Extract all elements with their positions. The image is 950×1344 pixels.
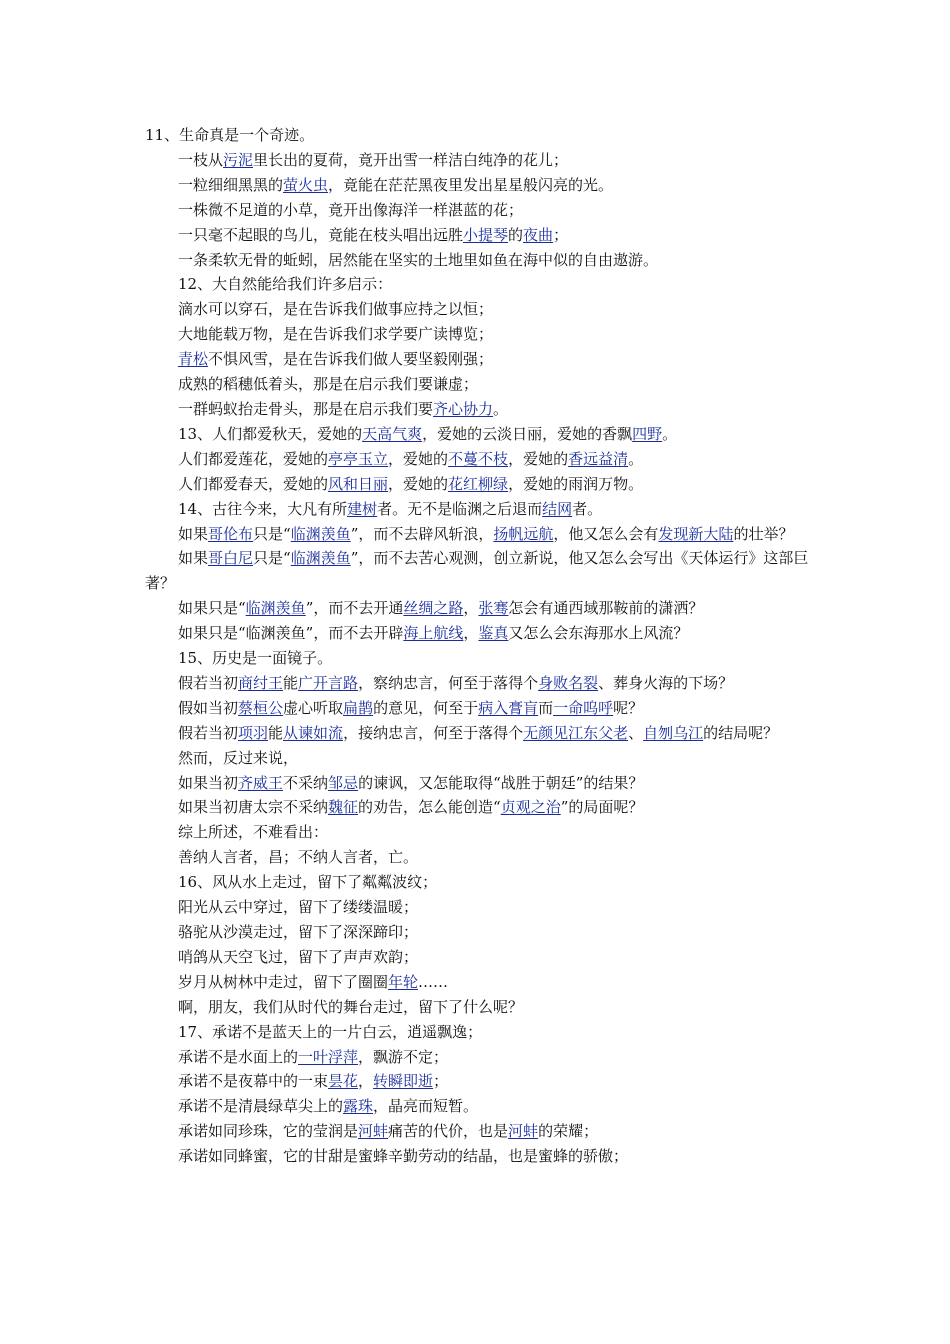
text-span: 阳光从云中穿过，留下了缕缕温暖； [178,898,419,917]
text-span: 呢？ [613,698,644,717]
term-link[interactable]: 临渊羡鱼 [290,549,351,568]
term-link[interactable]: 病入膏肓 [478,698,539,717]
text-line [145,397,810,422]
text-span: 虚心听取 [283,698,344,717]
term-link[interactable]: 一叶浮萍 [298,1047,359,1066]
text-line [145,696,810,721]
text-line [145,148,810,173]
term-link[interactable]: 结网 [542,499,573,518]
text-span: 只是“ [253,549,291,568]
text-line [145,596,810,621]
term-link[interactable]: 商纣王 [238,673,284,692]
text-span: 、葬身火海的下场？ [598,673,734,692]
text-line [145,1119,810,1144]
term-link[interactable]: 一命呜呼 [553,698,614,717]
text-span: 的荣耀； [538,1122,599,1141]
text-line [145,372,810,397]
text-span: ”，而不去辟风斩浪， [350,524,494,543]
text-span: 不采纳 [283,773,329,792]
text-span: 14、古往今来，大凡有所 [178,499,348,518]
text-line [145,546,810,596]
text-span: 的意见，何至于 [373,698,479,717]
text-span: 者。 [572,499,603,518]
text-line [145,621,810,646]
text-line [145,497,810,522]
text-span: ，爱她的 [388,449,449,468]
text-line [145,646,810,671]
text-span: ； [433,1072,449,1091]
text-line [145,173,810,198]
term-link[interactable]: 河蚌 [508,1122,539,1141]
text-span: 11、生命真是一个奇迹。 [145,126,315,144]
text-line [145,447,810,472]
text-span: 假若当初 [178,673,239,692]
text-span: 的结局呢？ [703,723,779,742]
text-span: 成熟的稻穗低着头，那是在启示我们要谦虚； [178,375,479,394]
text-line [145,297,810,322]
text-span: 如果当初 [178,773,239,792]
text-span: 17、承诺不是蓝天上的一片白云，逍遥飘逸； [178,1022,483,1041]
term-link[interactable]: 哥伦布 [208,524,254,543]
text-span: ，察纳忠言，何至于落得个 [358,673,539,692]
text-span: 、 [628,723,644,742]
text-span: 承诺如同蜂蜜，它的甘甜是蜜蜂辛勤劳动的结晶，也是蜜蜂的骄傲； [178,1147,629,1166]
term-link[interactable]: 香远益清 [568,449,629,468]
text-line [145,322,810,347]
text-span: 能 [268,723,284,742]
text-span: 一株微不足道的小草，竟开出像海洋一样湛蓝的花； [178,200,524,219]
term-link[interactable]: 海上航线 [403,624,464,643]
text-span: ，爱她的雨润万物。 [508,474,644,493]
text-span: 滴水可以穿石，是在告诉我们做事应持之以恒； [178,300,494,319]
text-span: 善纳人言者，昌；不纳人言者，亡。 [178,848,419,867]
term-link[interactable]: 鉴真 [478,624,509,643]
term-link[interactable]: 贞观之治 [500,798,561,817]
text-span: 的 [508,225,524,244]
document-page [145,123,810,1169]
text-line [145,422,810,447]
text-span: ”，而不去苦心观测，创立新说，他又怎么会写出《天体运行》这部巨著？ [145,549,809,593]
text-span: 假如当初 [178,698,239,717]
text-span: 骆驼从沙漠走过，留下了深深蹄印； [178,923,419,941]
term-link[interactable]: 邹忌 [328,773,359,792]
text-line [145,1020,810,1045]
text-line [145,1045,810,1070]
text-span: 15、历史是一面镜子。 [178,649,333,668]
text-line [145,522,810,547]
text-line [145,870,810,895]
term-link[interactable]: 萤火虫 [283,175,329,194]
text-span: ”，而不去开通 [305,599,404,618]
text-span: …… [418,972,449,991]
text-span: ， [463,624,479,643]
term-link[interactable]: 发现新大陆 [658,524,734,543]
text-span: ，爱她的 [388,474,449,493]
text-line [145,795,810,820]
term-link[interactable]: 蔡桓公 [238,698,284,717]
text-span: 一群蚂蚁抬走骨头，那是在启示我们要 [178,399,434,418]
term-link[interactable]: 从谏如流 [283,723,344,742]
text-span: ，爱她的云淡日丽，爱她的香飘 [422,424,633,443]
text-span: 啊，朋友，我们从时代的舞台走过，留下了什么呢？ [178,997,524,1016]
text-line [145,920,810,945]
text-span: 然而，反过来说， [178,748,299,767]
text-line [145,472,810,497]
text-span: 而 [538,698,554,717]
text-span: 只是“ [253,524,291,543]
text-line [145,1094,810,1119]
term-link[interactable]: 污泥 [223,150,254,169]
text-span: ，竟能在茫茫黑夜里发出星星般闪亮的光。 [328,175,614,194]
text-line [145,721,810,746]
text-span: 承诺如同珍珠，它的莹润是 [178,1122,359,1141]
text-span: 。 [628,449,644,468]
text-line [145,970,810,995]
text-line [145,845,810,870]
term-link[interactable]: 哥白尼 [208,549,254,568]
text-span: 岁月从树林中走过，留下了圈圈 [178,972,389,991]
text-span: 如果 [178,524,209,543]
text-line [145,671,810,696]
text-span: ，爱她的 [508,449,569,468]
term-link[interactable]: 张骞 [478,599,509,618]
text-span: 痛苦的代价，也是 [388,1122,509,1141]
text-span: 承诺不是水面上的 [178,1047,299,1066]
text-line [145,995,810,1020]
text-span: 不惧风雪，是在告诉我们做人要坚毅刚强； [208,350,494,369]
text-span: 综上所述，不难看出： [178,823,329,842]
text-span: 一枝从 [178,150,224,169]
term-link[interactable]: 扬帆远航 [493,524,554,543]
text-span: 如果 [178,549,209,568]
text-span: ，飘游不定； [358,1047,449,1066]
text-line [145,1069,810,1094]
text-span: 的壮举？ [733,524,794,543]
text-span: ； [553,225,569,244]
text-span: ， [358,1072,374,1091]
text-line [145,820,810,845]
text-span: 承诺不是夜幕中的一束 [178,1072,329,1091]
term-link[interactable]: 齐威王 [238,773,284,792]
text-line [145,746,810,771]
term-link[interactable]: 青松 [178,350,209,369]
text-line [145,347,810,372]
text-line [145,895,810,920]
term-link[interactable]: 临渊羡鱼 [290,524,351,543]
text-line [145,1144,810,1169]
text-span: ，接纳忠言，何至于落得个 [343,723,524,742]
text-span: 一粒细细黑黑的 [178,175,284,194]
text-span: ，他又怎么会有 [553,524,659,543]
term-link[interactable]: 无颜见江东父老 [523,723,629,742]
term-link[interactable]: 露珠 [343,1097,374,1116]
text-span: 的谏讽，又怎能取得“战胜于朝廷”的结果？ [358,773,644,792]
term-link[interactable]: 广开言路 [298,673,359,692]
term-link[interactable]: 扁鹊 [343,698,374,717]
text-span: ，晶亮而短暂。 [373,1097,479,1116]
text-line [145,248,810,273]
term-link[interactable]: 建树 [347,499,378,518]
text-span: 人们都爱春天，爱她的 [178,474,329,493]
term-link[interactable]: 项羽 [238,723,269,742]
text-span: 承诺不是清晨绿草尖上的 [178,1097,344,1116]
term-link[interactable]: 天高气爽 [362,424,423,443]
text-span: 。 [662,424,678,443]
text-span: 能 [283,673,299,692]
term-link[interactable]: 风和日丽 [328,474,389,493]
text-span: 哨鸽从天空飞过，留下了声声欢韵； [178,947,419,966]
text-line [145,945,810,970]
text-span: 16、风从水上走过，留下了粼粼波纹； [178,873,438,892]
term-link[interactable]: 夜曲 [523,225,554,244]
term-link[interactable]: 小提琴 [463,225,509,244]
term-link[interactable]: 魏征 [328,798,359,817]
text-span: 一只毫不起眼的鸟儿，竟能在枝头唱出远胜 [178,225,464,244]
term-link[interactable]: 身败名裂 [538,673,599,692]
term-link[interactable]: 不蔓不枝 [448,449,509,468]
term-link[interactable]: 转瞬即逝 [373,1072,434,1091]
text-span: ”的局面呢？ [560,798,644,817]
text-span: 12、大自然能给我们许多启示： [178,275,393,294]
term-link[interactable]: 自刎乌江 [643,723,704,742]
text-line [145,198,810,223]
text-span: ， [463,599,479,618]
text-span: 怎会有通西域那鞍前的潇洒？ [508,599,704,618]
term-link[interactable]: 临渊羡鱼 [245,599,306,618]
term-link[interactable]: 齐心协力 [433,399,494,418]
term-link[interactable]: 年轮 [388,972,419,991]
text-line [145,223,810,248]
text-line [145,272,810,297]
term-link[interactable]: 亭亭玉立 [328,449,389,468]
text-span: 假若当初 [178,723,239,742]
text-line [145,771,810,796]
text-span: 。 [493,399,509,418]
text-span: 如果只是“临渊羡鱼”，而不去开辟 [178,624,404,643]
text-span: 大地能载万物，是在告诉我们求学要广读博览； [178,325,494,344]
text-span: 13、人们都爱秋天，爱她的 [178,424,363,443]
text-line [145,123,810,148]
term-link[interactable]: 四野 [632,424,663,443]
text-span: 人们都爱莲花，爱她的 [178,449,329,468]
text-span: 如果当初唐太宗不采纳 [178,798,329,817]
term-link[interactable]: 丝绸之路 [403,599,464,618]
text-span: 者。无不是临渊之后退而 [377,499,543,518]
term-link[interactable]: 花红柳绿 [448,474,509,493]
term-link[interactable]: 河蚌 [358,1122,389,1141]
term-link[interactable]: 昙花 [328,1072,359,1091]
text-span: 一条柔软无骨的蚯蚓，居然能在坚实的土地里如鱼在海中似的自由遨游。 [178,250,659,269]
text-span: 的劝告，怎么能创造“ [358,798,501,817]
text-span: 里长出的夏荷，竟开出雪一样洁白纯净的花儿； [253,150,569,169]
text-span: 又怎么会东海那水上风流？ [508,624,689,643]
text-span: 如果只是“ [178,599,246,618]
